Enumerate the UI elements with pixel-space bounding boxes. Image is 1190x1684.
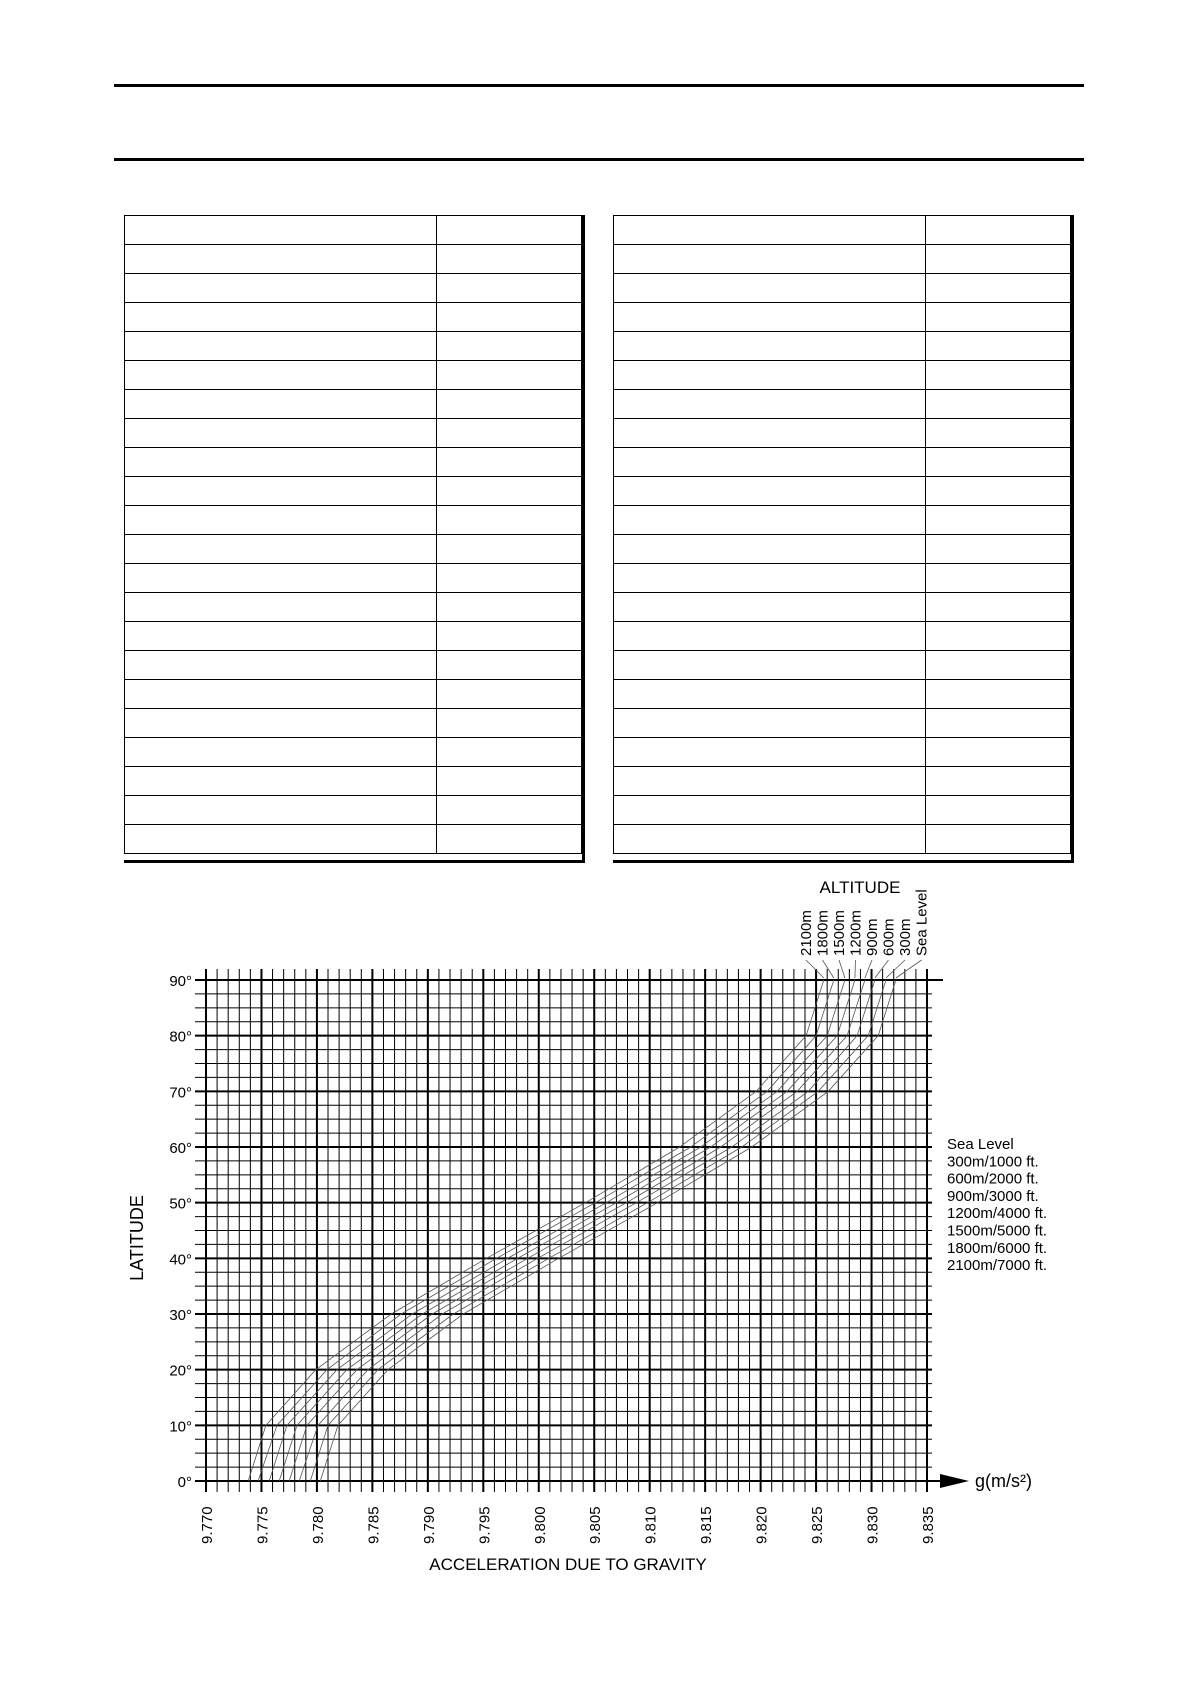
altitude-top-label: 300m	[897, 918, 914, 956]
y-tick-label: 10°	[169, 1418, 192, 1436]
y-tick-label: 50°	[169, 1195, 192, 1213]
altitude-top-label: 1500m	[831, 910, 848, 956]
y-tick-label: 70°	[169, 1084, 192, 1102]
altitude-leader-line	[896, 960, 922, 978]
altitude-leader-line	[806, 960, 824, 978]
altitude-leader-line	[839, 960, 845, 978]
altitude-leader-line	[855, 960, 856, 978]
x-tick-label: 9.825	[809, 1506, 827, 1544]
altitude-top-label: Sea Level	[913, 889, 931, 956]
x-tick-label: 9.775	[254, 1506, 272, 1544]
altitude-right-label: 900m/3000 ft.	[947, 1187, 1039, 1205]
altitude-leader-line	[875, 960, 889, 978]
x-tick-label: 9.805	[587, 1506, 605, 1544]
x-tick-label: 9.820	[753, 1506, 771, 1544]
top-legend-title: ALTITUDE	[819, 878, 901, 897]
y-tick-label: 30°	[169, 1307, 192, 1324]
altitude-top-label: 1200m	[847, 910, 865, 956]
y-axis-label: LATITUDE	[127, 1195, 147, 1281]
x-tick-label: 9.780	[309, 1506, 327, 1544]
altitude-leader-line	[886, 960, 905, 978]
y-tick-label: 20°	[169, 1362, 192, 1380]
altitude-top-legend	[798, 889, 931, 978]
y-tick-label: 40°	[169, 1251, 192, 1269]
x-tick-label: 9.815	[698, 1506, 716, 1544]
altitude-right-legend	[947, 1136, 1047, 1274]
x-tick-labels	[199, 1506, 937, 1544]
x-tick-label: 9.795	[476, 1506, 494, 1544]
x-tick-label: 9.835	[920, 1506, 937, 1544]
x-tick-label: 9.785	[365, 1506, 383, 1544]
altitude-right-label: 600m/2000 ft.	[947, 1170, 1039, 1188]
x-tick-label: 9.790	[420, 1506, 438, 1544]
altitude-right-label: 300m/1000 ft.	[947, 1153, 1039, 1171]
altitude-right-label: Sea Level	[947, 1136, 1014, 1153]
altitude-right-label: 2100m/7000 ft.	[947, 1257, 1048, 1275]
altitude-leader-line	[823, 960, 834, 978]
altitude-right-label: 1200m/4000 ft.	[947, 1205, 1048, 1223]
x-tick-label: 9.800	[531, 1506, 549, 1544]
x-tick-label: 9.830	[864, 1506, 882, 1544]
y-tick-label: 0°	[177, 1474, 192, 1491]
y-tick-labels	[169, 973, 192, 1491]
altitude-right-label: 1500m/5000 ft.	[947, 1222, 1048, 1240]
y-tick-label: 90°	[169, 973, 192, 990]
altitude-top-label: 1800m	[814, 910, 832, 956]
x-tick-label: 9.810	[642, 1506, 660, 1544]
y-tick-label: 60°	[169, 1140, 192, 1157]
altitude-right-label: 1800m/6000 ft.	[947, 1239, 1048, 1257]
x-axis-label: ACCELERATION DUE TO GRAVITY	[429, 1555, 707, 1574]
y-tick-label: 80°	[169, 1028, 192, 1046]
axis-arrow-label: g(m/s²)	[975, 1471, 1032, 1491]
x-tick-label: 9.770	[199, 1506, 216, 1544]
altitude-top-label: 900m	[864, 918, 881, 956]
altitude-top-label: 2100m	[798, 910, 815, 956]
altitude-top-label: 600m	[880, 918, 898, 956]
